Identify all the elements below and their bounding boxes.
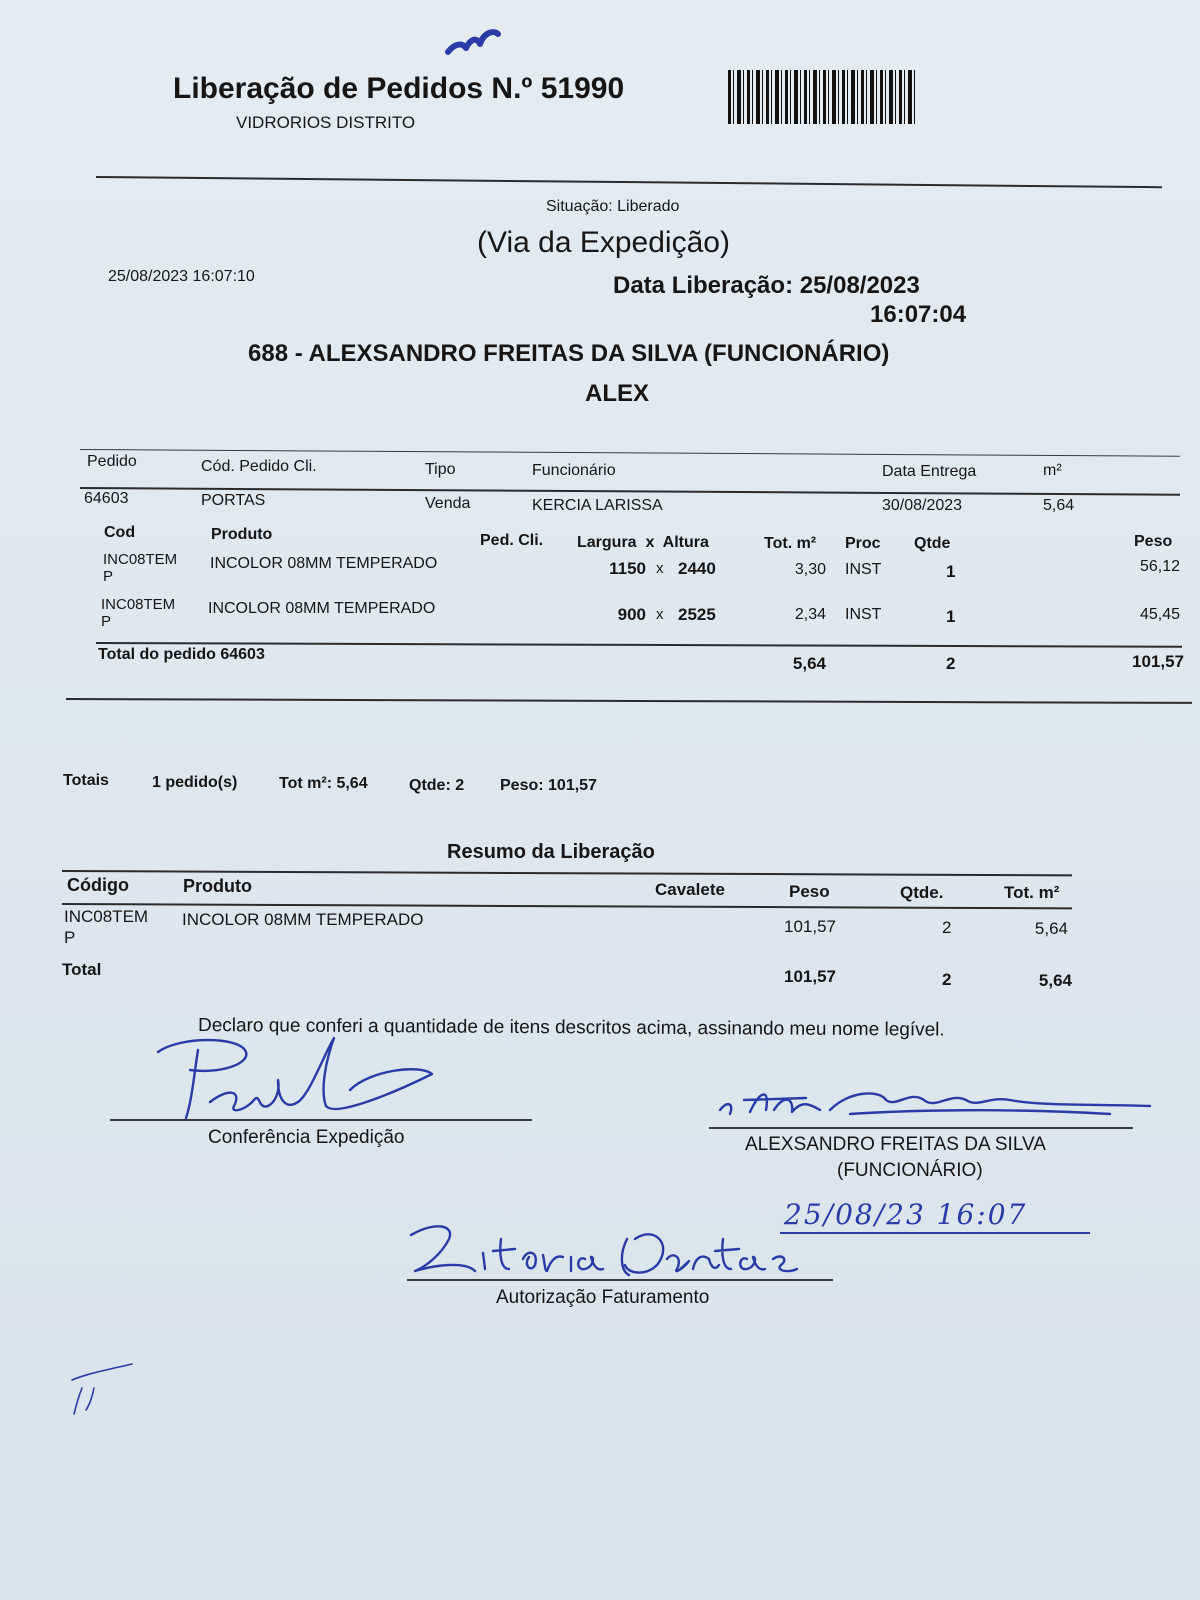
order-m2: 5,64 bbox=[1043, 497, 1075, 514]
col-header-pedido: Pedido bbox=[87, 453, 137, 470]
item-2-largura: 900 bbox=[617, 605, 646, 624]
col-header-cod-pedido-cli: Cód. Pedido Cli. bbox=[201, 458, 317, 475]
item-1-produto: INCOLOR 08MM TEMPERADO bbox=[210, 555, 438, 572]
totals-qtde: Qtde: 2 bbox=[409, 777, 465, 794]
item-1-largura: 1150 bbox=[609, 559, 646, 578]
item-header-proc: Proc bbox=[845, 535, 881, 552]
company-name: VIDRORIOS DISTRITO bbox=[236, 113, 416, 132]
signature-alexsandro bbox=[710, 1070, 1160, 1130]
copy-type: (Via da Expedição) bbox=[477, 226, 730, 259]
summary-header-tot-m2: Tot. m² bbox=[1004, 883, 1060, 902]
item-1-altura: 2440 bbox=[678, 559, 716, 578]
item-1-cod: INC08TEM bbox=[103, 551, 178, 568]
summary-header-cavalete: Cavalete bbox=[655, 880, 725, 899]
label-funcionario-name: ALEXSANDRO FREITAS DA SILVA bbox=[745, 1134, 1046, 1155]
item-header-ped-cli: Ped. Cli. bbox=[480, 532, 544, 549]
signature-line-conferencia bbox=[110, 1119, 532, 1121]
order-total-m2: 5,64 bbox=[792, 654, 826, 673]
customer-short: ALEX bbox=[585, 380, 650, 407]
summary-tot-m2: 5,64 bbox=[1034, 919, 1068, 938]
label-autorizacao-faturamento: Autorização Faturamento bbox=[496, 1287, 710, 1308]
document-title: Liberação de Pedidos N.º 51990 bbox=[173, 72, 625, 105]
item-header-tot-m2: Tot. m² bbox=[764, 535, 817, 552]
item-1-proc: INST bbox=[845, 561, 882, 578]
summary-header-produto: Produto bbox=[183, 876, 252, 896]
signature-line-funcionario bbox=[709, 1127, 1133, 1129]
customer-name: 688 - ALEXSANDRO FREITAS DA SILVA (FUNCIONÁRIO) bbox=[248, 340, 890, 367]
item-2-tot-m2: 2,34 bbox=[794, 606, 826, 623]
summary-qtde: 2 bbox=[942, 918, 952, 937]
label-funcionario-role: (FUNCIONÁRIO) bbox=[837, 1160, 983, 1181]
item-2-cod: INC08TEM bbox=[101, 596, 176, 613]
printed-timestamp: 25/08/2023 16:07:10 bbox=[108, 268, 255, 285]
totals-tot-m2: Tot m²: 5,64 bbox=[279, 775, 368, 792]
item-header-cod: Cod bbox=[104, 524, 136, 541]
item-1-qtde: 1 bbox=[946, 562, 956, 581]
summary-peso: 101,57 bbox=[784, 917, 836, 936]
item-2-x: x bbox=[656, 606, 664, 623]
summary-produto: INCOLOR 08MM TEMPERADO bbox=[182, 910, 424, 929]
col-header-data-entrega: Data Entrega bbox=[882, 463, 977, 480]
barcode bbox=[728, 70, 916, 124]
item-1-cod-cont: P bbox=[103, 568, 114, 585]
signature-line-autorizacao bbox=[407, 1279, 833, 1281]
release-time: 16:07:04 bbox=[870, 301, 967, 328]
summary-header-codigo: Código bbox=[67, 875, 129, 895]
item-1-tot-m2: 3,30 bbox=[794, 561, 826, 578]
order-data-entrega: 30/08/2023 bbox=[882, 497, 963, 514]
item-1-x: x bbox=[656, 560, 664, 577]
label-conferencia-expedicao: Conferência Expedição bbox=[208, 1127, 405, 1148]
item-2-peso: 45,45 bbox=[1139, 606, 1180, 623]
item-2-proc: INST bbox=[845, 606, 882, 623]
signature-paulo bbox=[150, 1030, 450, 1125]
ink-scribble-mark bbox=[444, 22, 504, 58]
handwritten-date-underline bbox=[780, 1232, 1090, 1234]
header-divider bbox=[96, 176, 1162, 188]
summary-header-peso: Peso bbox=[789, 882, 830, 901]
order-pedido: 64603 bbox=[84, 490, 129, 507]
handwritten-date: 25/08/23 16:07 bbox=[784, 1198, 1028, 1231]
order-tipo: Venda bbox=[425, 495, 471, 512]
summary-total-label: Total bbox=[62, 960, 102, 979]
col-header-funcionario: Funcionário bbox=[532, 462, 616, 479]
item-1-peso: 56,12 bbox=[1139, 558, 1180, 575]
summary-total-tot-m2: 5,64 bbox=[1038, 971, 1072, 990]
order-funcionario: KERCIA LARISSA bbox=[532, 497, 663, 514]
declaration-text: Declaro que conferi a quantidade de itens descritos acima, assinando meu nome legível. bbox=[197, 1015, 945, 1041]
order-total-qtde: 2 bbox=[946, 654, 956, 673]
item-header-produto: Produto bbox=[211, 526, 273, 543]
summary-cod: INC08TEM bbox=[64, 907, 149, 926]
col-header-m2: m² bbox=[1043, 462, 1062, 479]
order-table-top-line bbox=[80, 449, 1180, 457]
signature-vitoria bbox=[405, 1215, 805, 1285]
order-cod-pedido-cli: PORTAS bbox=[201, 492, 266, 509]
summary-header-underline bbox=[62, 903, 1072, 909]
item-header-qtde: Qtde bbox=[914, 535, 951, 552]
item-2-altura: 2525 bbox=[678, 605, 716, 624]
summary-total-peso: 101,57 bbox=[784, 967, 836, 986]
totals-label: Totais bbox=[63, 772, 109, 789]
col-header-tipo: Tipo bbox=[425, 461, 456, 478]
order-total-label: Total do pedido 64603 bbox=[98, 646, 265, 663]
order-section-divider bbox=[66, 698, 1192, 704]
status-text: Situação: Liberado bbox=[546, 198, 680, 215]
totals-peso: Peso: 101,57 bbox=[500, 777, 597, 794]
summary-cod-cont: P bbox=[64, 928, 76, 947]
release-date: Data Liberação: 25/08/2023 bbox=[613, 272, 920, 299]
item-2-cod-cont: P bbox=[101, 613, 112, 630]
order-total-peso: 101,57 bbox=[1132, 652, 1184, 671]
summary-total-qtde: 2 bbox=[942, 970, 952, 989]
totals-pedidos: 1 pedido(s) bbox=[152, 774, 238, 791]
item-2-produto: INCOLOR 08MM TEMPERADO bbox=[208, 600, 436, 617]
item-2-qtde: 1 bbox=[946, 607, 956, 626]
item-header-dims: Largura x Altura bbox=[577, 534, 709, 551]
item-header-peso: Peso bbox=[1134, 533, 1173, 550]
ink-pen-mark bbox=[66, 1358, 136, 1418]
summary-title: Resumo da Liberação bbox=[447, 841, 655, 863]
summary-header-qtde: Qtde. bbox=[900, 883, 944, 902]
